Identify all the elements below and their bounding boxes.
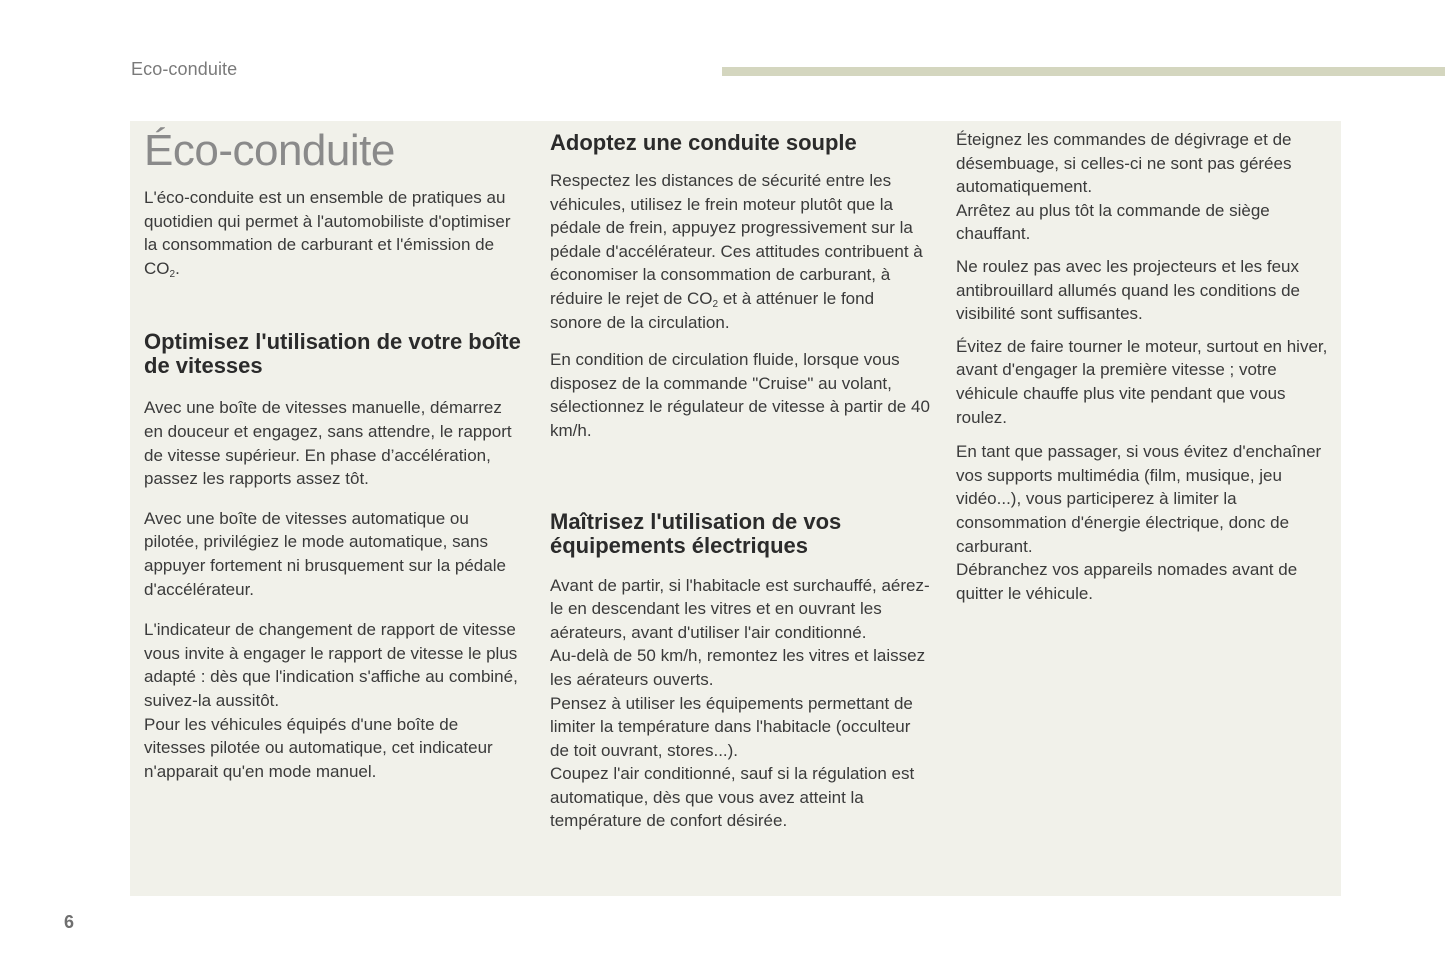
- page-number: 6: [64, 912, 75, 932]
- paragraph-cruise-control: En condition de circulation fluide, lorsque vous disposez de la commande "Cruise" au volant, sélectionnez le régulateur de vitesse à partir de 40 km/h.: [550, 350, 930, 440]
- paragraph-unplug-devices: Débranchez vos appareils nomades avant de quitter le véhicule.: [956, 560, 1298, 603]
- paragraph-above-50: Au-delà de 50 km/h, remontez les vitres et laissez les aérateurs ouverts.: [550, 646, 926, 689]
- content-panel: [130, 121, 1341, 896]
- paragraph-heated-seat: Arrêtez au plus tôt la commande de siège chauffant.: [956, 200, 1270, 244]
- section-heading-smooth-driving: Adoptez une conduite souple: [550, 130, 857, 155]
- paragraph-multimedia: En tant que passager, si vous évitez d'enchaîner vos supports multimédia (film, musique, jeu vidéo...), vous participerez à limiter la consommation d'énergie électrique, donc de carburant.: [956, 442, 1322, 556]
- running-header: Eco-conduite: [131, 59, 238, 79]
- paragraph-headlights: Ne roulez pas avec les projecteurs et les feux antibrouillard allumés quand les conditions de visibilité sont suffisantes.: [956, 256, 1300, 324]
- column-1: [144, 121, 524, 783]
- paragraph-automatic-gearbox: Avec une boîte de vitesses automatique ou pilotée, privilégiez le mode automatique, sans appuyer fortement ni brusquement sur la pédale d'accélérateur.: [144, 508, 506, 599]
- paragraph-air-conditioning: Coupez l'air conditionné, sauf si la régulation est automatique, dès que vous avez atteint la température de confort désirée.: [550, 764, 915, 831]
- paragraph-safety-distances: Respectez les distances de sécurité entre les véhicules, utilisez le frein moteur plutôt que la pédale de frein, appuyez progressivement sur la pédale d'accélérateur. Ces attitudes contribuent à économiser la consommation de carburant, à réduire le rejet de $CO_2$ et à atténuer le fond sonore de la circulation.: [550, 171, 923, 332]
- section-heading-electrical-equipment: Maîtrisez l'utilisation de vos équipements électriques: [550, 508, 842, 558]
- column-3: [956, 121, 1336, 605]
- paragraph-shift-indicator: L'indicateur de changement de rapport de vitesse vous invite à engager le rapport de vitesse le plus adapté : dès que l'indication s'affiche au combiné, suivez-la aussitôt.: [144, 620, 518, 710]
- paragraph-defrost: Éteignez les commandes de dégivrage et de désembuage, si celles-ci ne sont pas gérées automatiquement.: [956, 130, 1292, 197]
- paragraph-indicator-manual-mode: Pour les véhicules équipés d'une boîte de vitesses pilotée ou automatique, cet indicateur n'apparait qu'en mode manuel.: [144, 714, 493, 781]
- paragraph-overheated-cabin: Avant de partir, si l'habitacle est surchauffé, aérez-le en descendant les vitres et en ouvrant les aérateurs, avant d'utiliser l'air conditionné.: [550, 575, 930, 642]
- page-title: Éco-conduite: [144, 126, 395, 175]
- paragraph-engine-idle: Évitez de faire tourner le moteur, surtout en hiver, avant d'engager la première vitesse ; votre véhicule chauffe plus vite pendant que vous roulez.: [956, 336, 1328, 427]
- header-rule: [722, 67, 1445, 76]
- intro-paragraph: L'éco-conduite est un ensemble de pratiques au quotidien qui permet à l'automobiliste d'optimiser la consommation de carburant et l'émission de $CO_2$.: [144, 188, 511, 280]
- section-heading-gearbox: Optimisez l'utilisation de votre boîte de vitesses: [144, 329, 521, 379]
- paragraph-manual-gearbox: Avec une boîte de vitesses manuelle, démarrez en douceur et engagez, sans attendre, le rapport de vitesse supérieur. En phase d’accélération, passez les rapports assez tôt.: [144, 398, 512, 489]
- column-2: [550, 121, 930, 833]
- paragraph-limit-temperature: Pensez à utiliser les équipements permettant de limiter la température dans l'habitacle (occulteur de toit ouvrant, stores...).: [550, 693, 913, 760]
